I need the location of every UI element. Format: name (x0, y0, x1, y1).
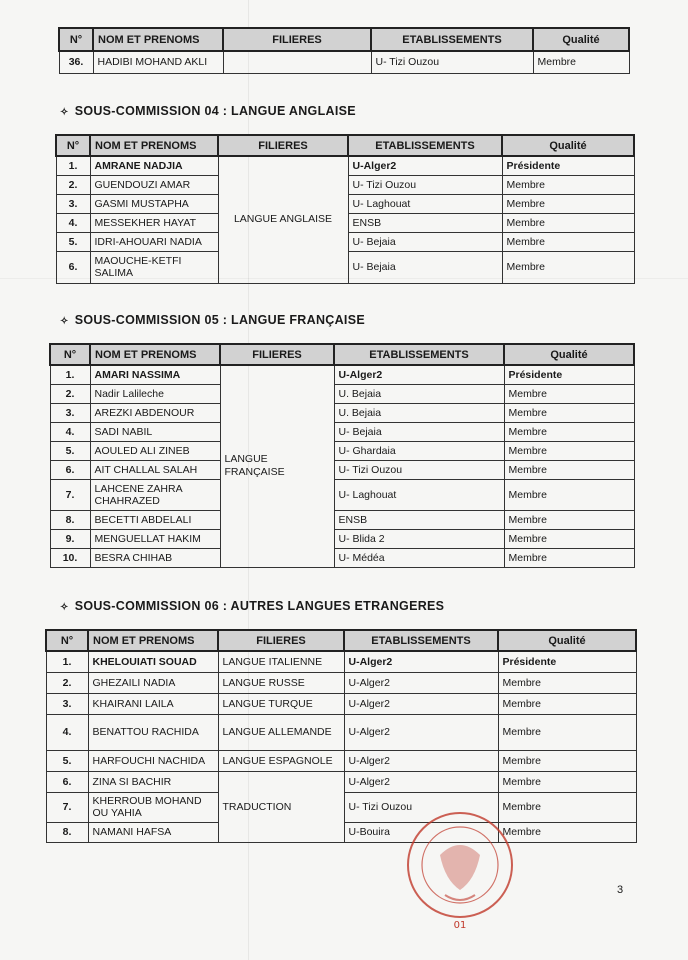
row-etablissement: U- Tizi Ouzou (334, 460, 504, 479)
table-row (46, 651, 636, 672)
row-name: BECETTI ABDELALI (90, 510, 220, 529)
row-filiere: LANGUE ITALIENNE (218, 651, 344, 672)
page-number: 3 (617, 884, 624, 896)
row-etablissement: U-Alger2 (344, 771, 498, 792)
row-qualite: Membre (498, 693, 636, 714)
row-num: 1. (56, 156, 90, 175)
table-row (50, 403, 634, 422)
row-qualite: Membre (533, 51, 629, 73)
row-qualite: Membre (502, 213, 634, 232)
diamond-bullet-icon: ✧ (60, 316, 69, 327)
row-num: 2. (46, 672, 88, 693)
row-num: 4. (56, 213, 90, 232)
row-etablissement: U- Blida 2 (334, 529, 504, 548)
row-name: BESRA CHIHAB (90, 548, 220, 567)
table-row (50, 479, 634, 510)
diamond-bullet-icon: ✧ (60, 107, 69, 118)
table-row (59, 51, 629, 73)
row-filiere: TRADUCTION (218, 771, 344, 842)
row-num: 3. (50, 403, 90, 422)
row-num: 7. (46, 792, 88, 822)
row-name: AIT CHALLAL SALAH (90, 460, 220, 479)
col-header-etablissements: ETABLISSEMENTS (348, 135, 502, 156)
row-etablissement: ENSB (348, 213, 502, 232)
row-num: 1. (46, 651, 88, 672)
row-num: 6. (56, 251, 90, 283)
section-heading-sc06: ✧ SOUS-COMMISSION 06 : AUTRES LANGUES ETRANGERES (60, 599, 445, 613)
row-etablissement: U- Laghouat (348, 194, 502, 213)
row-num: 1. (50, 365, 90, 384)
col-header-qualite: Qualité (498, 630, 636, 651)
row-qualite: Membre (498, 750, 636, 771)
table-row (50, 529, 634, 548)
row-name: GHEZAILI NADIA (88, 672, 218, 693)
row-etablissement: U-Bouira (344, 822, 498, 842)
row-name: AMRANE NADJIA (90, 156, 218, 175)
table-row (50, 441, 634, 460)
col-header-filieres: FILIERES (218, 630, 344, 651)
row-etablissement: U- Tizi Ouzou (371, 51, 533, 73)
table-row (46, 750, 636, 771)
row-num: 10. (50, 548, 90, 567)
members-table-continued (58, 27, 630, 74)
table-row (50, 510, 634, 529)
row-name: HARFOUCHI NACHIDA (88, 750, 218, 771)
sc06-table (45, 629, 637, 843)
row-filiere: LANGUE ESPAGNOLE (218, 750, 344, 771)
col-header-etablissements: ETABLISSEMENTS (344, 630, 498, 651)
row-qualite: Membre (498, 714, 636, 750)
col-header-filieres: FILIERES (223, 28, 371, 51)
row-etablissement: U-Alger2 (348, 156, 502, 175)
row-qualite: Membre (504, 510, 634, 529)
table-row (46, 693, 636, 714)
row-name: KHELOUIATI SOUAD (88, 651, 218, 672)
col-header-name: NOM ET PRENOMS (90, 344, 220, 365)
row-etablissement: U-Alger2 (344, 672, 498, 693)
row-qualite: Membre (498, 771, 636, 792)
row-num: 3. (56, 194, 90, 213)
row-qualite: Membre (502, 251, 634, 283)
row-qualite: Membre (504, 441, 634, 460)
row-num: 4. (46, 714, 88, 750)
table-row (50, 548, 634, 567)
row-name: ZINA SI BACHIR (88, 771, 218, 792)
row-num: 9. (50, 529, 90, 548)
row-qualite: Membre (498, 792, 636, 822)
row-qualite: Membre (504, 460, 634, 479)
official-stamp (400, 800, 520, 940)
row-name: NAMANI HAFSA (88, 822, 218, 842)
row-etablissement: U- Médéa (334, 548, 504, 567)
row-name: KHAIRANI LAILA (88, 693, 218, 714)
row-qualite: Membre (502, 232, 634, 251)
row-num: 2. (50, 384, 90, 403)
row-num: 5. (50, 441, 90, 460)
row-etablissement: U-Alger2 (344, 651, 498, 672)
row-num: 6. (50, 460, 90, 479)
col-header-etablissements: ETABLISSEMENTS (334, 344, 504, 365)
row-etablissement: U-Alger2 (344, 750, 498, 771)
row-num: 6. (46, 771, 88, 792)
row-num: 36. (59, 51, 93, 73)
row-qualite: Présidente (498, 651, 636, 672)
row-etablissement: U- Bejaia (348, 251, 502, 283)
row-etablissement: U-Alger2 (344, 693, 498, 714)
row-name: SADI NABIL (90, 422, 220, 441)
row-qualite: Membre (498, 822, 636, 842)
col-header-name: NOM ET PRENOMS (90, 135, 218, 156)
row-qualite: Membre (504, 548, 634, 567)
table-row (50, 365, 634, 384)
col-header-name: NOM ET PRENOMS (88, 630, 218, 651)
row-name: GASMI MUSTAPHA (90, 194, 218, 213)
table-row (46, 771, 636, 792)
section-heading-sc04: ✧ SOUS-COMMISSION 04 : LANGUE ANGLAISE (60, 104, 356, 118)
row-etablissement: U. Bejaia (334, 403, 504, 422)
row-filiere: LANGUE ALLEMANDE (218, 714, 344, 750)
row-num: 5. (56, 232, 90, 251)
row-etablissement: U- Laghouat (334, 479, 504, 510)
row-name: MAOUCHE-KETFI SALIMA (90, 251, 218, 283)
row-etablissement: U-Alger2 (344, 714, 498, 750)
row-filiere: LANGUE ANGLAISE (218, 156, 348, 283)
row-name: KHERROUB MOHAND OU YAHIA (88, 792, 218, 822)
row-name: AOULED ALI ZINEB (90, 441, 220, 460)
col-header-num: N° (56, 135, 90, 156)
row-filiere (223, 51, 371, 73)
row-num: 3. (46, 693, 88, 714)
stamp-number: 01 (453, 920, 467, 931)
col-header-num: N° (59, 28, 93, 51)
table-row (50, 460, 634, 479)
col-header-etablissements: ETABLISSEMENTS (371, 28, 533, 51)
row-name: Nadir Lalileche (90, 384, 220, 403)
row-etablissement: U- Ghardaia (334, 441, 504, 460)
row-etablissement: ENSB (334, 510, 504, 529)
row-num: 8. (46, 822, 88, 842)
table-row (50, 422, 634, 441)
row-qualite: Présidente (504, 365, 634, 384)
row-num: 2. (56, 175, 90, 194)
row-qualite: Membre (504, 403, 634, 422)
row-qualite: Présidente (502, 156, 634, 175)
row-filiere: LANGUE TURQUE (218, 693, 344, 714)
row-etablissement: U- Bejaia (334, 422, 504, 441)
section-heading-sc05: ✧ SOUS-COMMISSION 05 : LANGUE FRANÇAISE (60, 313, 365, 327)
row-name: GUENDOUZI AMAR (90, 175, 218, 194)
row-etablissement: U- Tizi Ouzou (348, 175, 502, 194)
row-qualite: Membre (504, 384, 634, 403)
col-header-num: N° (46, 630, 88, 651)
table-row (46, 672, 636, 693)
row-filiere: LANGUE RUSSE (218, 672, 344, 693)
row-name: AMARI NASSIMA (90, 365, 220, 384)
table-row (56, 156, 634, 175)
row-name: MESSEKHER HAYAT (90, 213, 218, 232)
row-num: 4. (50, 422, 90, 441)
col-header-name: NOM ET PRENOMS (93, 28, 223, 51)
col-header-filieres: FILIERES (218, 135, 348, 156)
diamond-bullet-icon: ✧ (60, 602, 69, 613)
row-name: IDRI-AHOUARI NADIA (90, 232, 218, 251)
row-name: HADIBI MOHAND AKLI (93, 51, 223, 73)
row-qualite: Membre (502, 175, 634, 194)
row-num: 7. (50, 479, 90, 510)
row-qualite: Membre (498, 672, 636, 693)
row-name: BENATTOU RACHIDA (88, 714, 218, 750)
sc04-table (55, 134, 635, 284)
col-header-num: N° (50, 344, 90, 365)
col-header-qualite: Qualité (504, 344, 634, 365)
col-header-qualite: Qualité (502, 135, 634, 156)
row-etablissement: U- Bejaia (348, 232, 502, 251)
col-header-qualite: Qualité (533, 28, 629, 51)
row-name: MENGUELLAT HAKIM (90, 529, 220, 548)
table-row (50, 384, 634, 403)
row-name: AREZKI ABDENOUR (90, 403, 220, 422)
row-filiere: LANGUE FRANÇAISE (220, 365, 334, 567)
sc05-table (49, 343, 635, 568)
row-qualite: Membre (504, 422, 634, 441)
row-etablissement: U. Bejaia (334, 384, 504, 403)
table-row (46, 714, 636, 750)
row-num: 8. (50, 510, 90, 529)
row-qualite: Membre (504, 479, 634, 510)
row-qualite: Membre (502, 194, 634, 213)
row-name: LAHCENE ZAHRA CHAHRAZED (90, 479, 220, 510)
col-header-filieres: FILIERES (220, 344, 334, 365)
row-etablissement: U-Alger2 (334, 365, 504, 384)
row-num: 5. (46, 750, 88, 771)
row-qualite: Membre (504, 529, 634, 548)
row-etablissement: U- Tizi Ouzou (344, 792, 498, 822)
